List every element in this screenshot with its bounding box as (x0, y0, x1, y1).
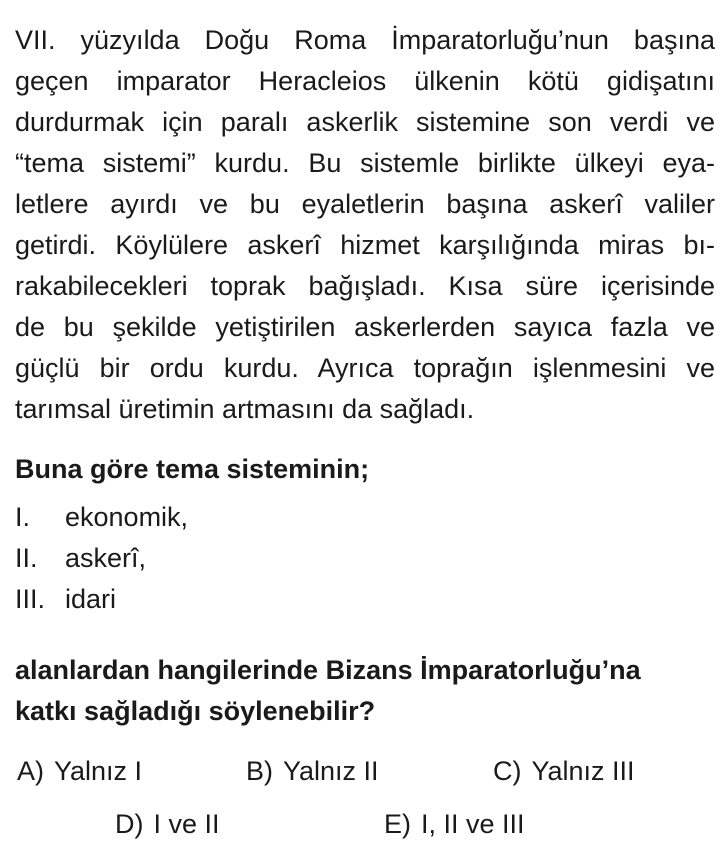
answer-option-e[interactable] (384, 806, 525, 842)
answer-option-b[interactable] (246, 753, 379, 789)
option-text: Yalnız III (531, 756, 635, 786)
option-text: Yalnız II (283, 756, 379, 786)
question-line: katkı sağladığı söylenebilir? (15, 696, 376, 726)
option-letter: D) (115, 809, 144, 839)
option-letter: E) (384, 809, 411, 839)
option-text: I ve II (153, 809, 220, 839)
passage-line: VII. yüzyılda Doğu Roma İmparatorluğu’nun başına (15, 25, 715, 55)
passage-line: getirdi. Köylülere askerî hizmet karşılığında miras bı- (15, 230, 715, 260)
answer-option-a[interactable] (17, 753, 142, 789)
question-text (15, 650, 715, 732)
item-numeral: III. (15, 584, 46, 614)
list-item (15, 497, 188, 538)
passage-line: geçen imparator Heracleios ülkenin kötü gidişatını (15, 66, 715, 96)
item-numeral: II. (15, 543, 38, 573)
roman-numeral-list (15, 497, 188, 620)
item-text: idari (65, 584, 117, 614)
passage-line: durdurmak için paralı askerlik sistemine son verdi ve (15, 107, 715, 137)
answer-option-c[interactable] (493, 753, 635, 789)
item-numeral: I. (15, 502, 31, 532)
passage-line: güçlü bir ordu kurdu. Ayrıca toprağın işlenmesini ve (15, 353, 715, 383)
question-line: alanlardan hangilerinde Bizans İmparatorluğu’na (15, 655, 641, 685)
passage-line: rakabilecekleri toprak bağışladı. Kısa süre içerisinde (15, 271, 715, 301)
option-text: I, II ve III (421, 809, 525, 839)
item-text: askerî, (65, 543, 147, 573)
option-letter: C) (493, 756, 522, 786)
item-text: ekonomik, (65, 502, 189, 532)
passage-line: “tema sistemi” kurdu. Bu sistemle birlikte ülkeyi eya- (15, 148, 715, 178)
answer-option-d[interactable] (115, 806, 220, 842)
passage-text (15, 20, 715, 430)
option-letter: A) (17, 756, 44, 786)
option-letter: B) (246, 756, 273, 786)
passage-line: de bu şekilde yetiştirilen askerlerden sayıca fazla ve (15, 312, 715, 342)
list-item (15, 579, 188, 620)
passage-line: letlere ayırdı ve bu eyaletlerin başına askerî valiler (15, 189, 715, 219)
option-text: Yalnız I (54, 756, 143, 786)
question-stem: Buna göre tema sisteminin; (15, 454, 370, 484)
list-item (15, 538, 188, 579)
passage-line: tarımsal üretimin artmasını da sağladı. (15, 394, 475, 424)
